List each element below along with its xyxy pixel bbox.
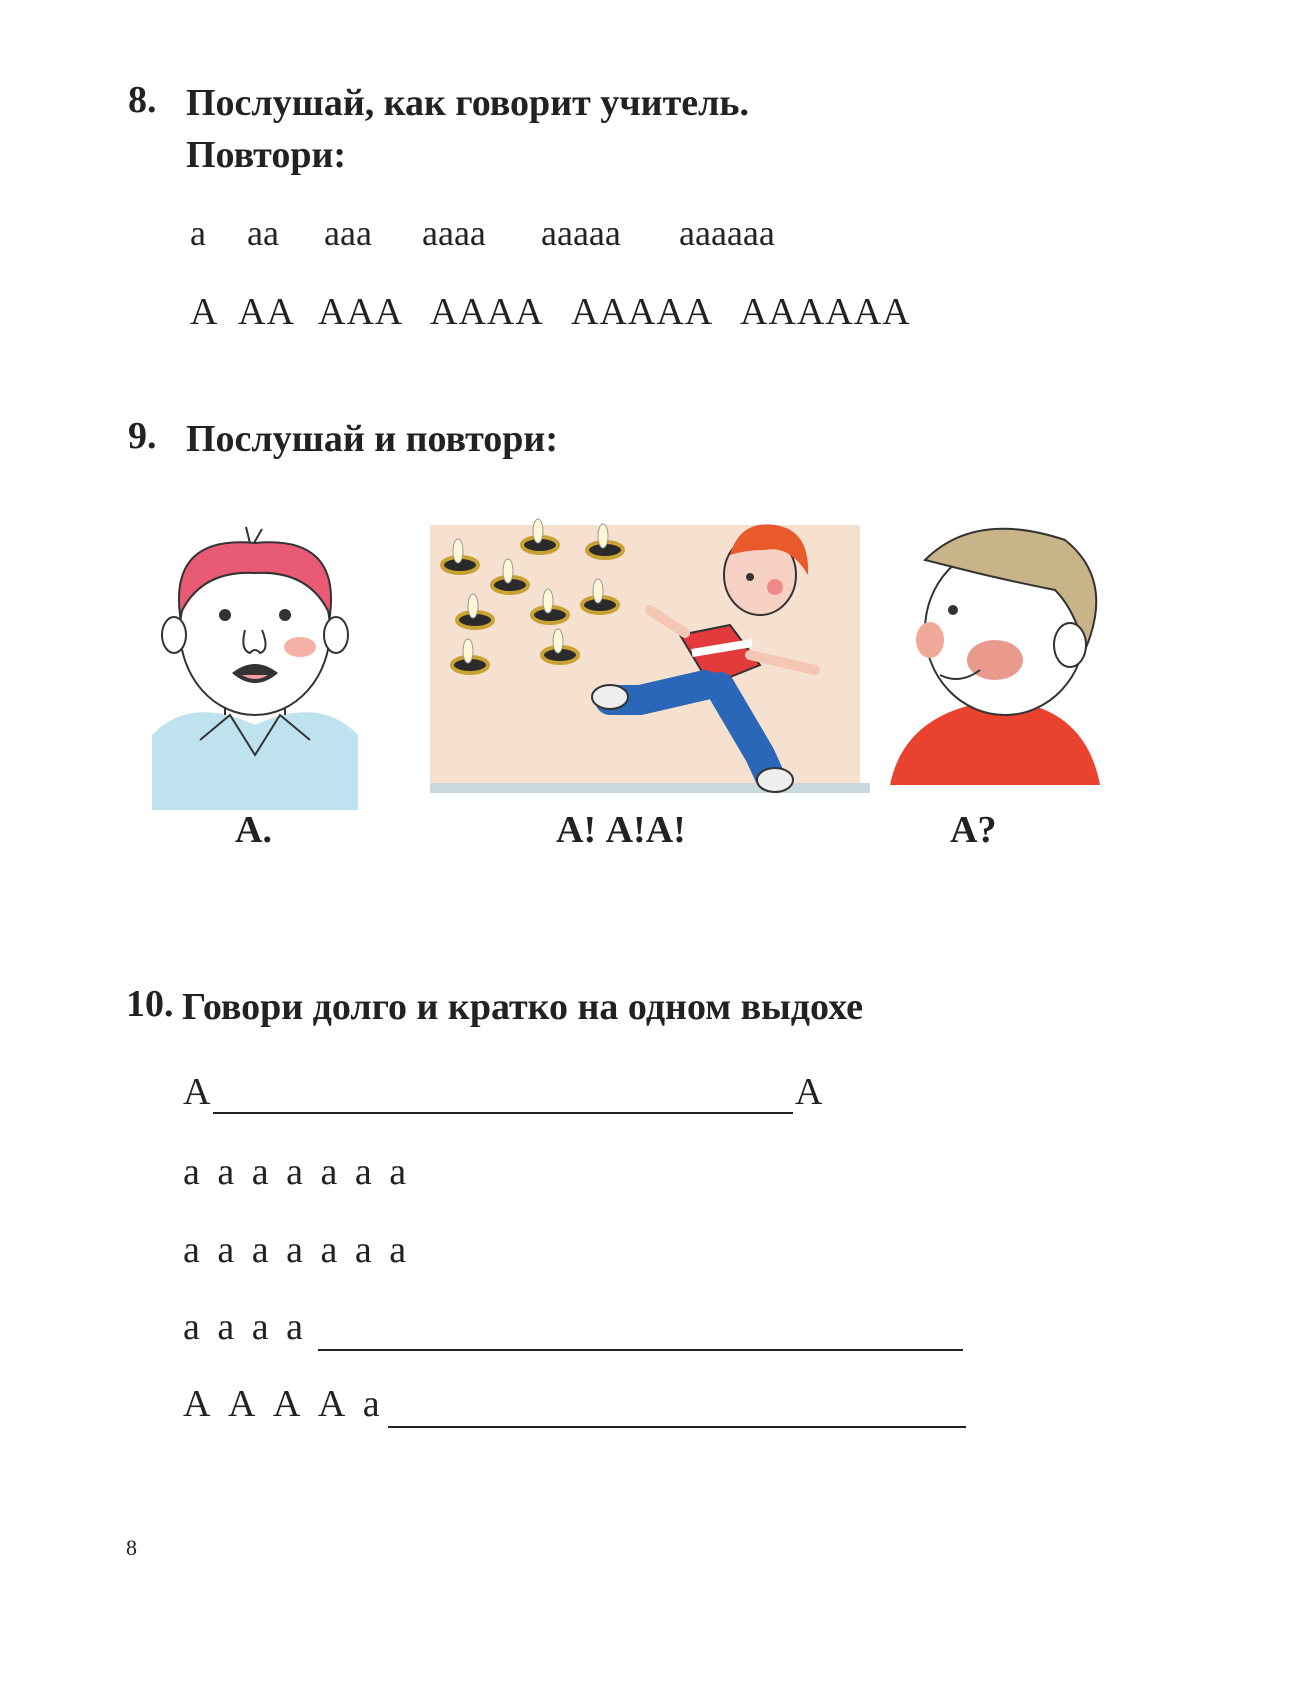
boy-asking-illustration [885,520,1115,790]
syllable-a5: ааааа [541,213,621,253]
caption-question: А? [950,809,997,851]
syllable-a2: аа [247,213,279,253]
syllable-A6: АААААА [740,291,911,333]
page-number: 8 [126,1535,137,1560]
boy-running-from-wasps-illustration [430,515,870,815]
syllable-A1: А [190,291,219,333]
short-then-long-line [318,1349,963,1351]
syllable-a3: ааа [324,213,372,253]
upper-then-long-line [388,1426,966,1428]
task-8-title-line2: Повтори: [186,134,347,176]
task-10-title: Говори долго и кратко на одном выдохе [182,986,863,1028]
task-9-title: Послушай и повтори: [186,418,558,460]
long-a-line [213,1112,793,1114]
caption-statement: А. [235,809,272,851]
short-a-row-1: а а а а а а а [183,1151,407,1193]
short-a-row-2: а а а а а а а [183,1229,407,1271]
long-a-end: А [795,1071,823,1113]
syllable-A3: ААА [318,291,404,333]
task-8-title-line1: Послушай, как говорит учитель. [186,82,750,124]
syllable-a6: аааааа [679,213,775,253]
syllable-A5: ААААА [571,291,714,333]
boy-speaking-illustration [150,525,360,810]
syllable-a4: аааа [422,213,486,253]
syllable-A2: АА [238,291,295,333]
syllable-A4: АААА [430,291,544,333]
task-10-number: 10. [126,983,174,1025]
syllable-a1: а [190,213,206,253]
short-then-long-row: а а а а [183,1306,303,1348]
task-9-number: 9. [128,415,157,457]
task-8-number: 8. [128,79,157,121]
caption-exclamation: А! А!А! [556,809,686,851]
upper-then-long-row: А А А А а [183,1383,380,1425]
long-a-start: А [183,1071,211,1113]
